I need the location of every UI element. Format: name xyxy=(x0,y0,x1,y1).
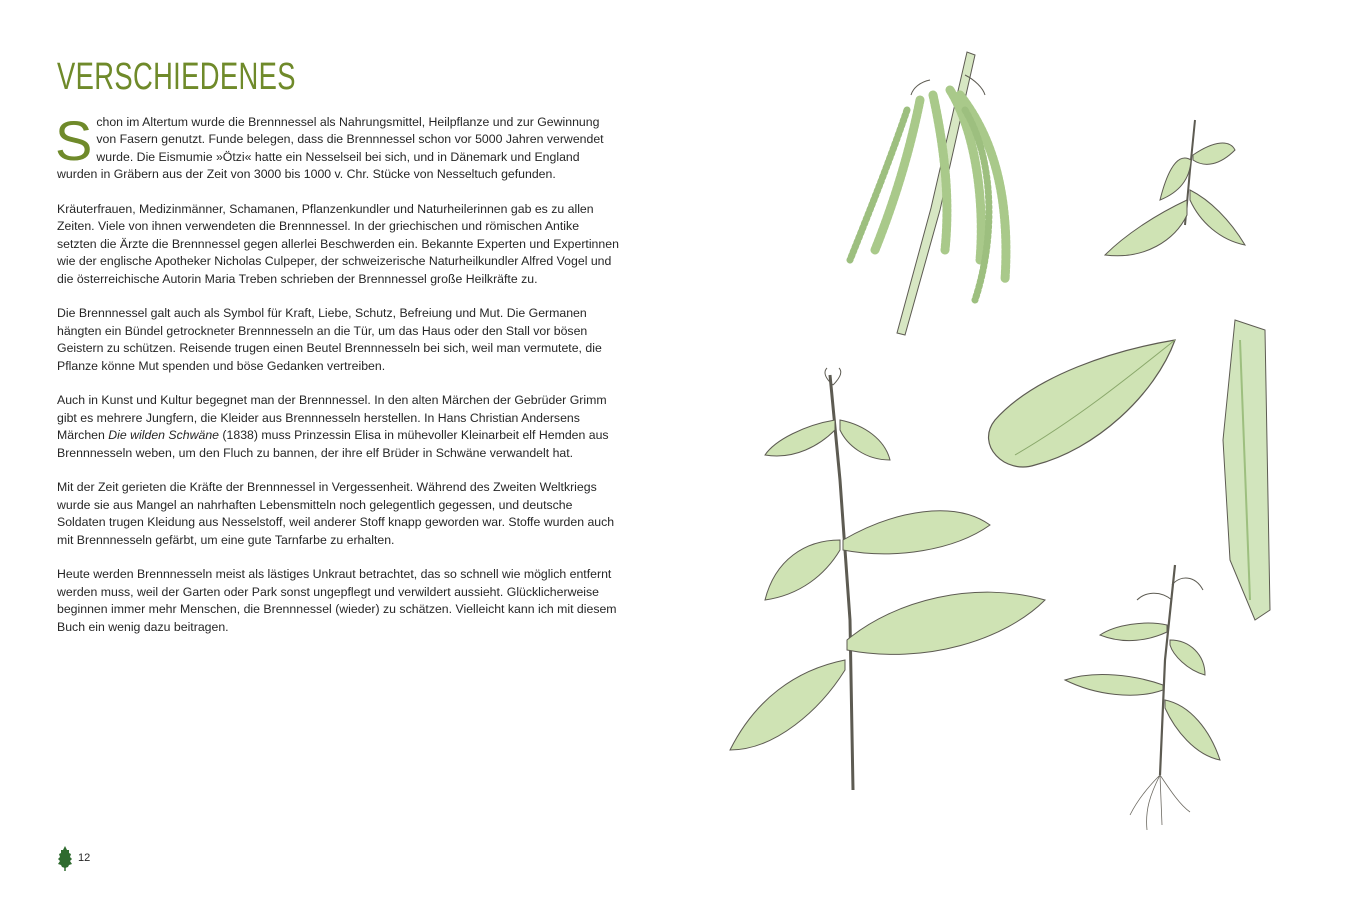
paragraph-2: Kräuterfrauen, Medizinmänner, Schamanen, Pflanzenkundler und Naturheilerinnen gab es zu allen Zeiten. Viele von ihnen verwendeten die Brennnessel. In der griechischen und römischen Antike setzten die Ärzte die Brennnessel gegen allerlei Beschwerden ein. Bekannte Experten und Expertinnen wie der englische Apotheker Nicholas Culpeper, der schweizerische Naturheilkundler Alfred Vogel und die österreichische Autorin Maria Treben schrieben der Brennnessel große Heilkräfte zu. xyxy=(57,202,619,286)
paragraph-3: Die Brennnessel galt auch als Symbol für Kraft, Liebe, Schutz, Befreiung und Mut. Die Germanen hängten ein Bündel getrockneter Brennnesseln an die Tür, um das Haus oder den Stall vor bösen Geistern zu schützen. Reisende trugen einen Beutel Brennnesseln bei sich, weil man vermutete, die Pflanze könne Mut spenden und böse Gedanken vertreiben. xyxy=(57,306,602,373)
paragraph-4 xyxy=(57,392,619,462)
fairy-tale-title: Die wilden Schwäne xyxy=(108,428,219,443)
page-number: 12 xyxy=(78,852,91,864)
paragraph-4-text-a: Auch in Kunst und Kultur begegnet man der Brennnessel. In den alten Märchen der Gebrüder Grimm gibt es mehrere Jungfern, die Kleider aus Brennnesseln herstellen. In Hans Christian Andersens Märchen xyxy=(57,393,607,443)
page-footer xyxy=(56,845,90,871)
nettle-illustration xyxy=(675,0,1350,900)
body-text xyxy=(55,109,619,654)
paragraph-5: Mit der Zeit gerieten die Kräfte der Brennnessel in Vergessenheit. Während des Zweiten Weltkriegs wurde sie aus Mangel an nahrhaften Lebensmitteln noch gelegentlich gegessen, und deutsche Soldaten trugen Kleidung aus Nesselstoff, weil anderer Stoff knapp geworden war. Stoffe wurden auch mit Brennnesseln gefärbt, um eine gute Tarnfarbe zu erhalten. xyxy=(57,480,615,547)
nettle-with-roots-illustration xyxy=(1065,565,1220,830)
drop-cap: S xyxy=(55,109,93,172)
page-title: VERSCHIEDENES xyxy=(57,56,296,98)
paragraph-1 xyxy=(55,109,619,184)
paragraph-1-text: chon im Altertum wurde die Brennnessel als Nahrungsmittel, Heilpflanze und zur Gewinnung von Fasern genutzt. Funde belegen, dass die Brennnessel schon vor 5000 Jahren verwendet wurde. Die Eismumie »Ötzi« hatte ein Nesselseil bei sich, und in Dänemark und England wurden in Gräbern aus der Zeit von 3000 bis 1000 v. Chr. Stücke von Nesseltuch gefunden. xyxy=(57,115,604,182)
single-leaf-illustration xyxy=(989,340,1175,467)
small-sprig-illustration xyxy=(1105,120,1245,256)
stem-segment-illustration xyxy=(1223,320,1270,620)
paragraph-4-text-b: (1838) muss Prinzessin Elisa in mühevoller Kleinarbeit elf Hemden aus Brennnesseln weben, um den Fluch zu bannen, der ihre elf Brüder in Schwäne verwandelt hat. xyxy=(57,428,609,460)
paragraph-6: Heute werden Brennnesseln meist als lästiges Unkraut betrachtet, das so schnell wie möglich entfernt werden muss, weil der Garten oder Park sonst ungepflegt und verwildert aussieht. Glücklicherweise beginnen immer mehr Menschen, die Brennnessel (wieder) zu schätzen. Vielleicht kann ich mit diesem Buch ein wenig dazu beitragen. xyxy=(57,567,617,634)
right-page xyxy=(675,0,1350,900)
flowering-stem-illustration xyxy=(850,52,1006,335)
nettle-leaf-icon xyxy=(56,845,74,871)
